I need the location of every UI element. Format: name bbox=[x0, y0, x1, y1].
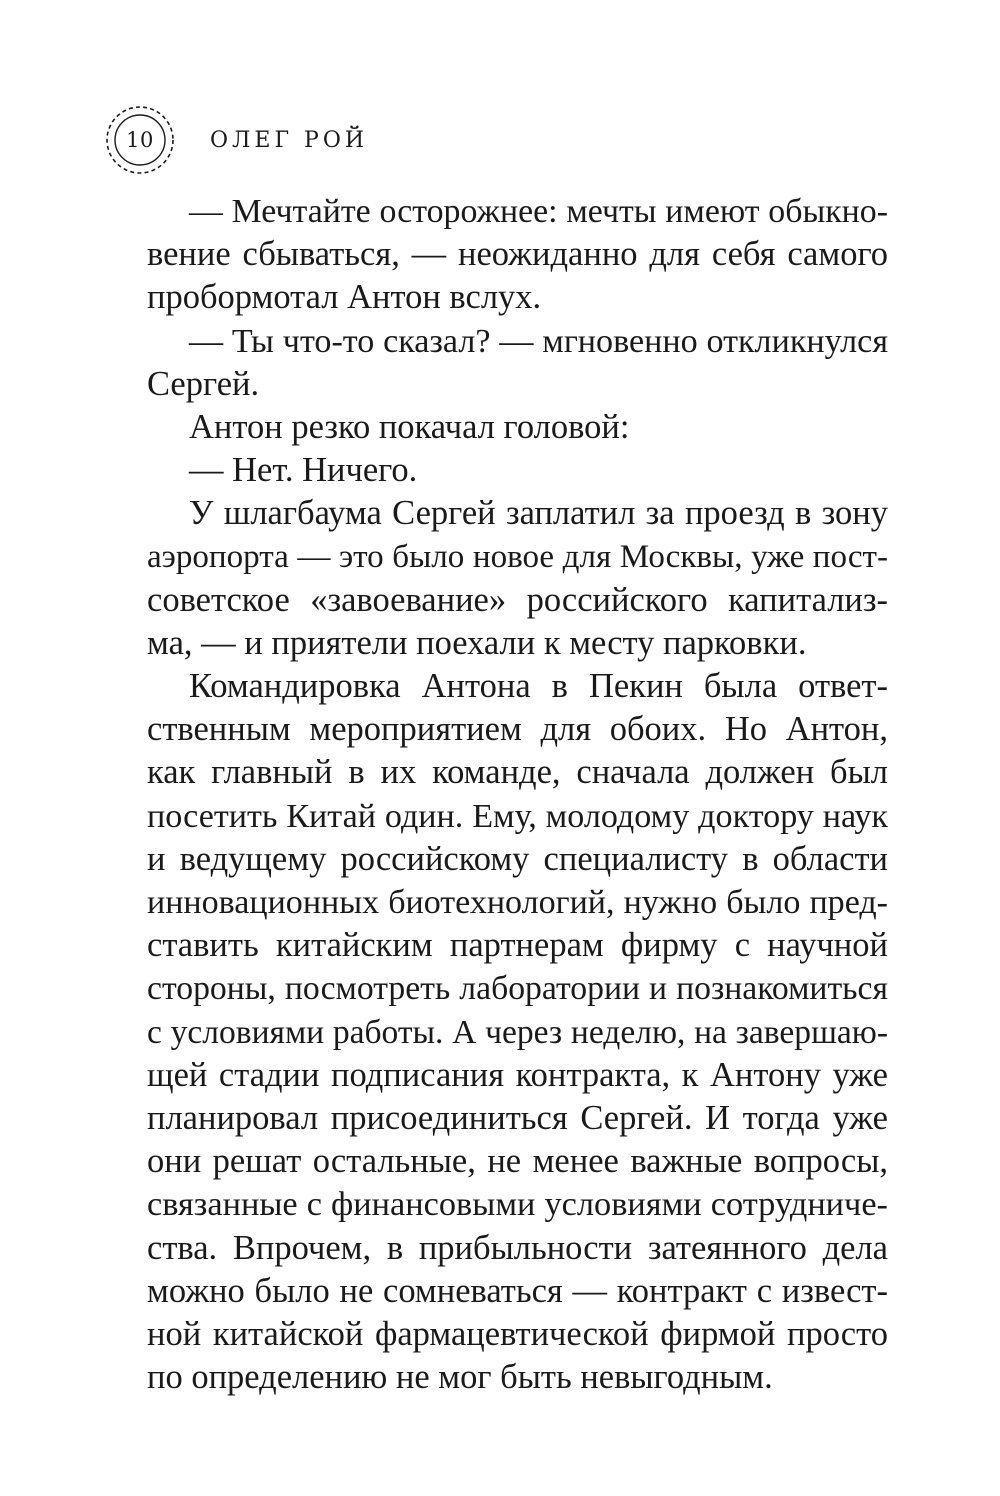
text-line: инновационных биотехнологий, нужно было пред- bbox=[147, 884, 888, 921]
running-title: ОЛЕГ РОЙ bbox=[210, 127, 369, 153]
page-number-badge bbox=[104, 104, 176, 176]
text-line: ной китайской фармацевтической фирмой просто bbox=[147, 1314, 888, 1353]
page-number: 10 bbox=[126, 128, 154, 152]
text-line: вение сбываться, — неожиданно для себя самого bbox=[147, 235, 888, 274]
text-line: аэропорта — это было новое для Москвы, уже пост- bbox=[147, 538, 888, 575]
text-line: — Мечтайте осторожнее: мечты имеют обыкно- bbox=[189, 193, 888, 230]
text-line: как главный в их команде, сначала должен был bbox=[147, 753, 888, 792]
text-line: советское «завоевание» российского капитализ- bbox=[147, 580, 888, 619]
text-line: Антон резко покачал головой: bbox=[189, 407, 630, 446]
text-line: и ведущему российскому специалисту в области bbox=[147, 839, 888, 878]
text-line: Командировка Антона в Пекин была ответ- bbox=[189, 667, 888, 706]
text-line: ма, — и приятели поехали к месту парковки. bbox=[147, 623, 807, 662]
text-line: стороны, посмотреть лаборатории и познакомиться bbox=[147, 970, 888, 1008]
text-line: можно было не сомневаться — контракт с извест- bbox=[147, 1271, 888, 1310]
text-line: — Ты что-то сказал? — мгновенно откликнулся bbox=[189, 322, 888, 360]
text-line: ственным мероприятием для обоих. Но Антон, bbox=[147, 710, 888, 749]
text-line: с условиями работы. А через неделю, на завершаю- bbox=[147, 1013, 888, 1051]
text-line: Сергей. bbox=[147, 364, 260, 403]
text-line: планировал присоединиться Сергей. И тогда уже bbox=[147, 1098, 888, 1137]
text-line: щей стадии подписания контракта, к Антону уже bbox=[147, 1055, 888, 1094]
text-line: по определению не мог быть невыгодным. bbox=[147, 1358, 773, 1397]
text-line: пробормотал Антон вслух. bbox=[147, 278, 542, 317]
text-line: — Нет. Ничего. bbox=[189, 451, 418, 490]
text-line: связанные с финансовыми условиями сотрудниче- bbox=[147, 1185, 888, 1224]
text-line: У шлагбаума Сергей заплатил за проезд в зону bbox=[189, 494, 888, 533]
text-line: они решат остальные, не менее важные вопросы, bbox=[147, 1142, 888, 1181]
text-line: посетить Китай один. Ему, молодому доктору наук bbox=[147, 797, 888, 835]
page-header bbox=[104, 104, 368, 176]
text-line: ставить китайским партнерам фирму с научной bbox=[147, 926, 888, 965]
text-line: ства. Впрочем, в прибыльности затеянного дела bbox=[147, 1228, 888, 1267]
body-text bbox=[147, 190, 888, 1399]
